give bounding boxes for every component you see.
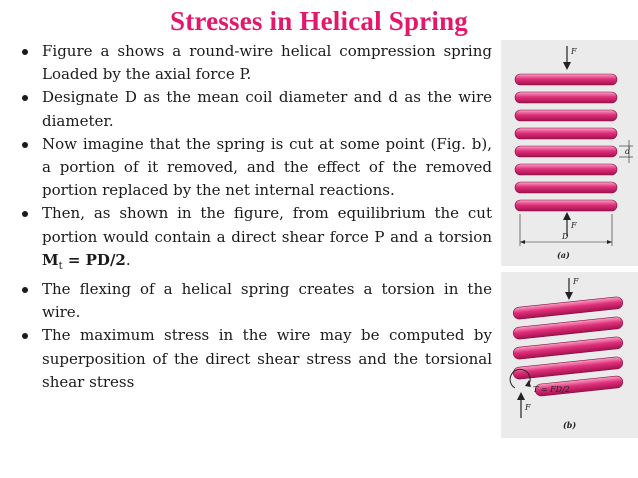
bullet-item: Now imagine that the spring is cut at some point (Fig. b), a portion of it removed, and the effect of the removed portion replaced by the net internal reactions. xyxy=(22,133,492,203)
bullet-icon xyxy=(22,49,28,55)
slide-title: Stresses in Helical Spring xyxy=(170,6,468,36)
bullet-list xyxy=(22,40,492,394)
torsion-formula: $M_t = PD/2$ xyxy=(42,250,126,272)
bullet-item: Then, as shown in the figure, from equilibrium the cut portion would contain a direct shear force P and a torsion $M_t = PD/2$. xyxy=(22,202,492,278)
svg-text:T = FD/2: T = FD/2 xyxy=(533,385,570,394)
svg-text:F: F xyxy=(571,47,577,56)
svg-text:D: D xyxy=(562,232,569,241)
figure-a-spring xyxy=(501,40,638,266)
svg-text:(b): (b) xyxy=(563,420,577,430)
svg-text:F: F xyxy=(573,277,579,286)
bullet-icon xyxy=(22,142,28,148)
bullet-item: Figure a shows a round-wire helical compression spring Loaded by the axial force P. xyxy=(22,40,492,86)
figure-b-cut-spring xyxy=(501,272,638,438)
bullet-item: The flexing of a helical spring creates a torsion in the wire. xyxy=(22,278,492,324)
bullet-icon xyxy=(22,287,28,293)
svg-text:F: F xyxy=(525,403,531,412)
bullet-item: The maximum stress in the wire may be computed by superposition of the direct shear stress and the torsional shear stress xyxy=(22,324,492,394)
bullet-icon xyxy=(22,95,28,101)
svg-text:F: F xyxy=(571,221,577,230)
bullet-icon xyxy=(22,211,28,217)
bullet-icon xyxy=(22,333,28,339)
bullet-item: Designate D as the mean coil diameter and d as the wire diameter. xyxy=(22,86,492,132)
svg-text:d: d xyxy=(625,147,631,156)
svg-text:(a): (a) xyxy=(557,250,570,260)
